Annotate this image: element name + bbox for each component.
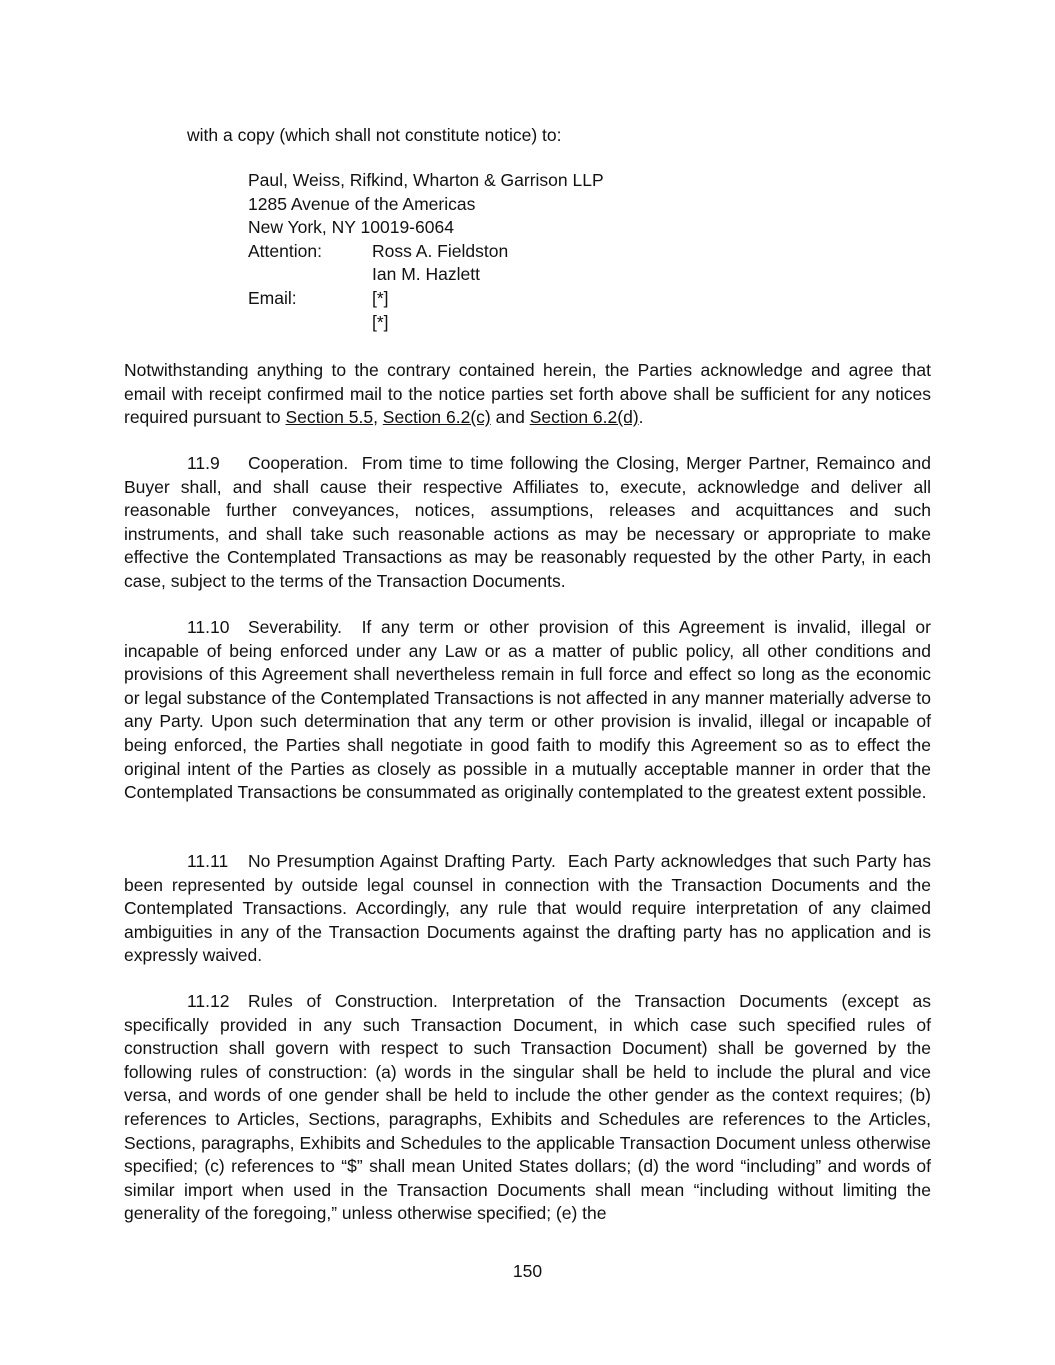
- section-11-12: [124, 990, 931, 1226]
- email-value-2: [*]: [372, 311, 389, 332]
- address-street: [248, 193, 604, 217]
- attention-row-2: [248, 263, 604, 287]
- street-line: 1285 Avenue of the Americas: [248, 193, 476, 214]
- notice-paragraph: [124, 359, 931, 430]
- email-row: [248, 287, 604, 311]
- email-spacer: [248, 311, 372, 335]
- notice-separator: ,: [373, 407, 383, 428]
- copy-notice-intro: with a copy (which shall not constitute notice) to:: [187, 125, 562, 145]
- firm-name: Paul, Weiss, Rifkind, Wharton & Garrison LLP: [248, 170, 604, 190]
- city-line: New York, NY 10019-6064: [248, 217, 454, 238]
- section-number: 11.12: [187, 991, 230, 1011]
- attention-row: [248, 240, 604, 264]
- notice-address-block: [248, 169, 604, 334]
- page-number: 150: [512, 1261, 543, 1281]
- section-11-9: [124, 452, 931, 594]
- section-body: Each Party acknowledges that such Party has been represented by outside legal counsel in connection with the Transaction Documents and the Contemplated Transactions. Accordingly, any rule that would require interpretation of any claimed ambiguities in any of the Transaction Documents against the drafting party has no application and is expressly waived.: [124, 851, 931, 966]
- email-label: Email:: [248, 287, 297, 308]
- section-reference-link[interactable]: Section 6.2(d): [529, 407, 639, 428]
- address-city: [248, 216, 604, 240]
- notice-separator: and: [490, 407, 530, 428]
- notice-end: .: [638, 407, 644, 428]
- email-row-2: [248, 311, 604, 335]
- section-body: From time to time following the Closing, Merger Partner, Remainco and Buyer shall, and shall cause their respective Affiliates to, execute, acknowledge and deliver all reasonable further conveyances, notices, assumptions, releases and acquittances and such instruments, and shall take such reasonable actions as may be necessary or appropriate to make effective the Contemplated Transactions as may be reasonably requested by the other Party, in each case, subject to the terms of the Transaction Documents.: [124, 453, 931, 591]
- section-body: If any term or other provision of this Agreement is invalid, illegal or incapable of being enforced under any Law or as a matter of public policy, all other conditions and provisions of this Agreement shall nevertheless remain in full force and effect so long as the economic or legal substance of the Contemplated Transactions is not affected in any manner materially adverse to any Party. Upon such determination that any term or other provision is invalid, illegal or incapable of being enforced, the Parties shall negotiate in good faith to modify this Agreement so as to effect the original intent of the Parties as closely as possible in a mutually acceptable manner in order that the Contemplated Transactions be consummated as originally contemplated to the greatest extent possible.: [124, 617, 931, 803]
- notice-text: Notwithstanding anything to the contrary contained herein, the Parties acknowledge and agree that email with receipt confirmed mail to the notice parties set forth above shall be sufficient for any notices required pursuant to: [124, 360, 931, 428]
- email-value-1: [*]: [372, 287, 389, 308]
- section-reference-link[interactable]: Section 5.5: [285, 407, 374, 428]
- section-body: Interpretation of the Transaction Documents (except as specifically provided in any such Transaction Document, in which case such specified rules of construction shall govern with respect to such Transaction Document) shall be governed by the following rules of construction: (a) words in the singular shall be held to include the plural and vice versa, and words of one gender shall be held to include the other gender as the context requires; (b) references to Articles, Sections, paragraphs, Exhibits and Schedules are references to the Articles, Sections, paragraphs, Exhibits and Schedules to the applicable Transaction Document unless otherwise specified; (c) references to “$” shall mean United States dollars; (d) the word “including” and words of similar import when used in the Transaction Documents shall mean “including without limiting the generality of the foregoing,” unless otherwise specified; (e) the: [124, 991, 931, 1224]
- section-11-11: [124, 850, 931, 968]
- section-title: Cooperation.: [248, 453, 349, 473]
- attention-name-1: Ross A. Fieldston: [372, 240, 509, 261]
- attention-label: Attention:: [248, 240, 322, 261]
- section-title: Severability.: [248, 617, 343, 637]
- section-number: 11.9: [187, 453, 220, 473]
- address-firm: [248, 169, 604, 193]
- section-reference-link[interactable]: Section 6.2(c): [382, 407, 491, 428]
- section-number: 11.11: [187, 851, 229, 871]
- section-number: 11.10: [187, 617, 230, 637]
- attention-spacer: [248, 263, 372, 287]
- section-title: Rules of Construction.: [248, 991, 438, 1011]
- attention-name-2: Ian M. Hazlett: [372, 264, 480, 285]
- section-11-10: [124, 616, 931, 805]
- section-title: No Presumption Against Drafting Party.: [248, 851, 556, 871]
